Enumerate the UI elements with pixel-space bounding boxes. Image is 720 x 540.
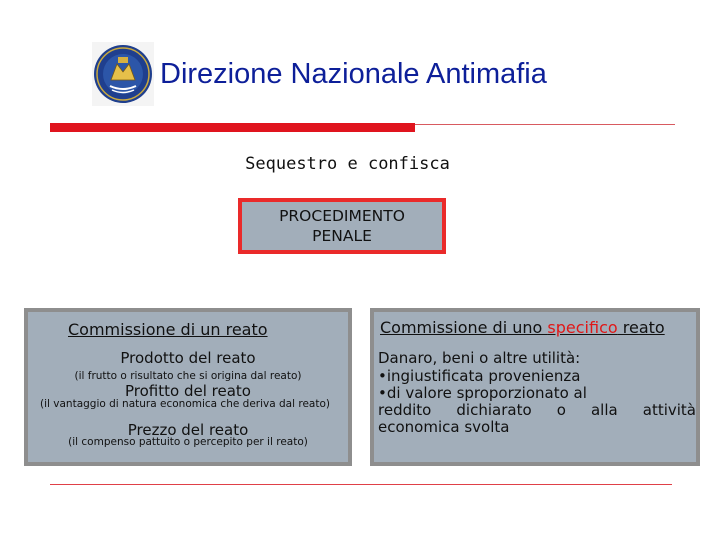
dna-emblem-icon (92, 42, 154, 106)
right-panel-content (378, 350, 696, 436)
left-item-description: (il frutto o risultato che si origina dal reato) (74, 370, 302, 382)
procedimento-line-1: PROCEDIMENTO (279, 207, 405, 225)
procedimento-line-2: PENALE (312, 227, 372, 245)
right-heading-part-1: Commissione di uno (380, 318, 548, 337)
right-panel-lead: Danaro, beni o altre utilità: (378, 349, 581, 367)
right-panel-continuation-end: economica svolta (378, 418, 510, 436)
list-item: •di valore sproporzionato al (378, 384, 587, 402)
title-underline-red (50, 123, 415, 132)
footer-rule (50, 484, 672, 485)
left-item-name: Profitto del reato (125, 382, 251, 400)
right-heading-highlight: specifico (547, 318, 618, 337)
title-underline-thin (415, 124, 675, 125)
left-item-description: (il compenso pattuito o percepito per il reato) (68, 436, 308, 448)
right-panel-continuation: reddito dichiarato o alla attività (378, 401, 696, 419)
right-heading-part-2: reato (617, 318, 665, 337)
page-title: Direzione Nazionale Antimafia (160, 58, 547, 90)
list-item: •ingiustificata provenienza (378, 367, 581, 385)
left-item-name: Prodotto del reato (120, 349, 256, 367)
left-panel-heading: Commissione di un reato (68, 320, 268, 339)
left-item-name: Prezzo del reato (127, 421, 249, 439)
right-panel-heading (380, 318, 665, 337)
section-subtitle: Sequestro e confisca (245, 154, 450, 174)
left-item-description: (il vantaggio di natura economica che deriva dal reato) (40, 398, 330, 410)
procedimento-penale-box (238, 198, 446, 254)
